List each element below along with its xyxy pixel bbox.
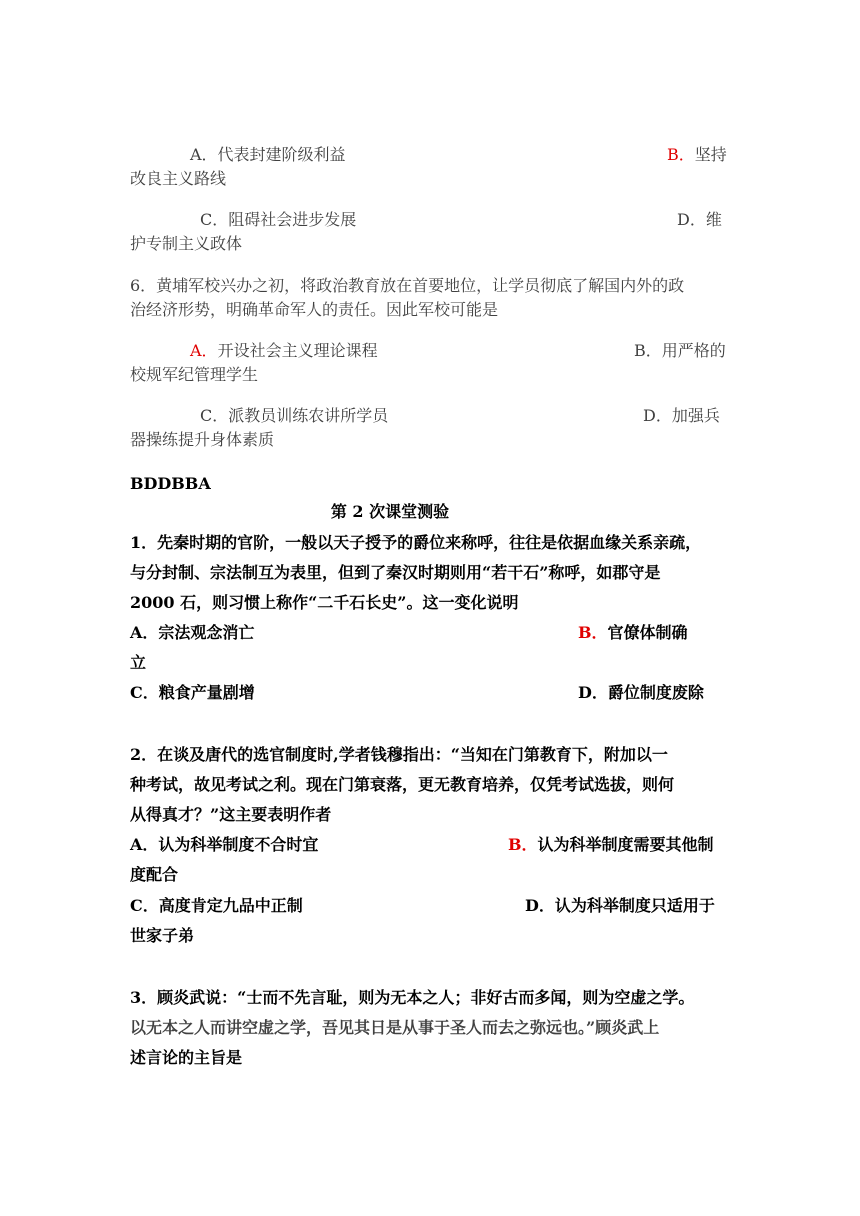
q5-option-d-continued: 护专制主义政体 — [130, 234, 243, 253]
q6-option-b-continued: 校规军纪管理学生 — [130, 365, 259, 384]
q2-option-b — [508, 833, 714, 857]
q1-stem-line3: 2000 石，则习惯上称作“二千石长史”。这一变化说明 — [130, 593, 519, 612]
quiz-title: 第 2 次课堂测验 — [330, 502, 450, 521]
q2-option-b-letter: B． — [508, 835, 538, 854]
q6-option-d-continued: 器操练提升身体素质 — [130, 430, 275, 449]
q5-option-a: A．代表封建阶级利益 — [190, 145, 346, 164]
q5-option-d: D．维 — [677, 210, 722, 229]
q5-option-b-continued: 改良主义路线 — [130, 169, 227, 188]
q1-option-d: D．爵位制度废除 — [578, 683, 704, 702]
q2-stem-line2: 种考试，故见考试之利。现在门第衰落，更无教育培养，仅凭考试选拔，则何 — [130, 775, 675, 794]
q6-stem-line1: 6．黄埔军校兴办之初，将政治教育放在首要地位，让学员彻底了解国内外的政 — [130, 276, 685, 295]
q6-option-b: B．用严格的 — [634, 341, 726, 360]
q6-stem-line2: 治经济形势，明确革命军人的责任。因此军校可能是 — [130, 300, 499, 319]
q1-stem-line1: 1．先秦时期的官阶，一般以天子授予的爵位来称呼，往往是依据血缘关系亲疏， — [130, 533, 702, 552]
q6-option-a — [190, 339, 378, 363]
q6-option-d: D．加强兵 — [643, 406, 720, 425]
q1-stem-line2: 与分封制、宗法制互为表里，但到了秦汉时期则用“若干石”称呼，如郡守是 — [130, 563, 661, 582]
q6-option-a-text: 开设社会主义理论课程 — [217, 341, 378, 360]
q2-stem-line3: 从得真才？”这主要表明作者 — [130, 805, 332, 824]
q2-option-d: D．认为科举制度只适用于 — [525, 896, 715, 915]
q6-option-c: C．派教员训练农讲所学员 — [200, 406, 389, 425]
q6-option-a-letter: A． — [190, 341, 218, 360]
q5-option-b-letter: B． — [667, 145, 695, 164]
q2-option-d-continued: 世家子弟 — [130, 926, 195, 945]
q5-option-b-text: 坚持 — [694, 145, 727, 164]
q3-stem-line1: 3．顾炎武说：“士而不先言耻，则为无本之人；非好古而多闻，则为空虚之学。 — [130, 988, 695, 1007]
q2-stem-line1: 2．在谈及唐代的选官制度时,学者钱穆指出：“当知在门第教育下，附加以一 — [130, 745, 668, 764]
q1-option-c: C．粮食产量剧增 — [130, 683, 255, 702]
q3-stem-line3: 述言论的主旨是 — [130, 1048, 243, 1067]
q5-option-b — [667, 143, 727, 167]
answer-key: BDDBBA — [130, 474, 211, 493]
q1-option-b-letter: B． — [578, 623, 608, 642]
q1-option-b-continued: 立 — [130, 653, 147, 672]
q2-option-c: C．高度肯定九品中正制 — [130, 896, 303, 915]
q1-option-b-text: 官僚体制确 — [607, 623, 688, 642]
q2-option-a: A．认为科举制度不合时宜 — [130, 835, 319, 854]
q1-option-a: A．宗法观念消亡 — [130, 623, 255, 642]
q2-option-b-text: 认为科举制度需要其他制 — [537, 835, 714, 854]
q3-stem-line2: 以无本之人而讲空虚之学，吾见其日是从事于圣人而去之弥远也。”顾炎武上 — [130, 1018, 660, 1037]
q2-option-b-continued: 度配合 — [130, 865, 179, 884]
q5-option-c: C．阻碍社会进步发展 — [200, 210, 357, 229]
q1-option-b — [578, 621, 688, 645]
